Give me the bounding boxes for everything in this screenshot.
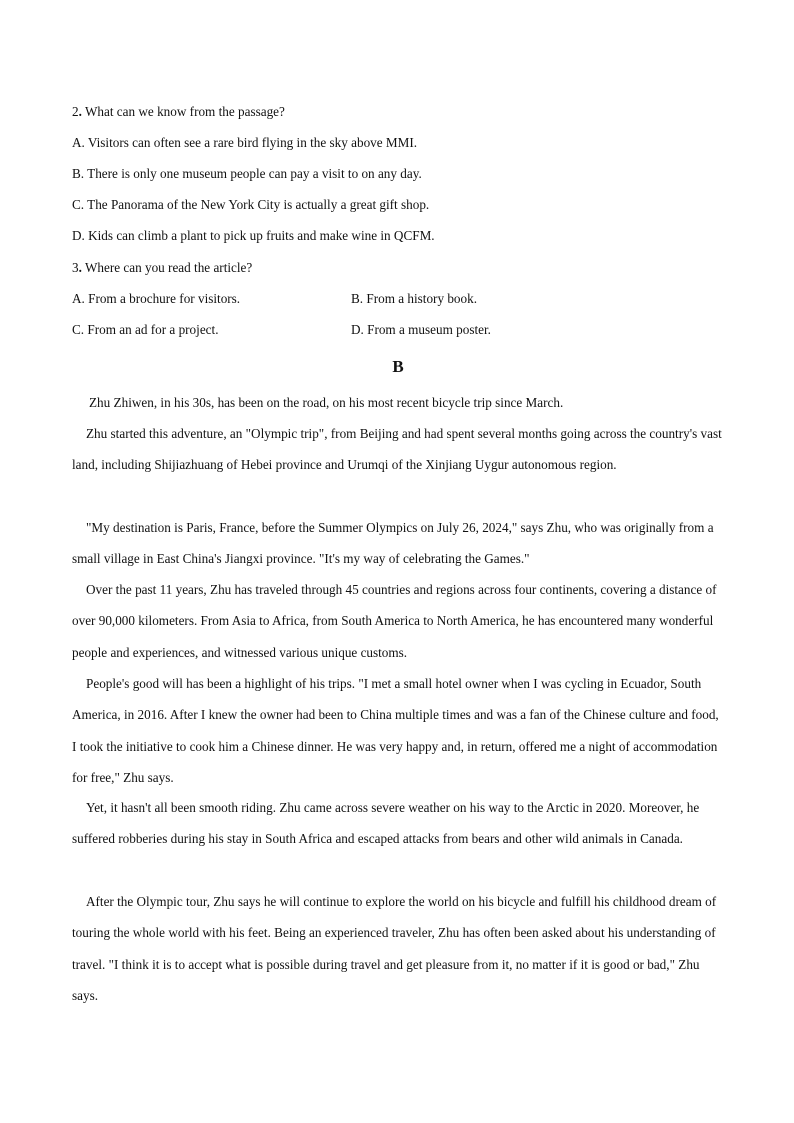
question-3-option-d: D. From a museum poster. <box>351 322 491 337</box>
question-dot: . <box>78 104 82 119</box>
question-2-option-a: A. Visitors can often see a rare bird flying in the sky above MMI. <box>72 135 418 150</box>
question-dot: . <box>78 260 82 275</box>
passage-paragraph-5: People's good will has been a highlight of his trips. "I met a small hotel owner when I was cycling in Ecuador, South America, in 2016. After I knew the owner had been to China multiple times and was a fan of the Chinese culture and food, I took the initiative to cook him a Chinese dinner. He was very happy and, in return, offered me a night of accommodation for free," Zhu says. <box>72 676 719 785</box>
question-2-stem <box>72 103 285 121</box>
passage-paragraph-7: After the Olympic tour, Zhu says he will continue to explore the world on his bicycle and fulfill his childhood dream of touring the whole world with his feet. Being an experienced traveler, Zhu has often been asked about his understanding of travel. "I think it is to accept what is possible during travel and get pleasure from it, no matter if it is good or bad," Zhu says. <box>72 894 717 1003</box>
question-3-option-a: A. From a brochure for visitors. <box>72 291 241 306</box>
question-3-option-c: C. From an ad for a project. <box>72 322 219 337</box>
passage-paragraph-3: "My destination is Paris, France, before the Summer Olympics on July 26, 2024," says Zhu, who was originally from a small village in East China's Jiangxi province. "It's my way of celebrating the Games." <box>72 520 714 567</box>
question-number: 2 <box>72 104 79 119</box>
question-3-option-b: B. From a history book. <box>351 291 478 306</box>
passage-paragraph-2: Zhu started this adventure, an "Olympic trip", from Beijing and had spent several months going across the country's vast land, including Shijiazhuang of Hebei province and Urumqi of the Xinjiang Uygur autonomous region. <box>72 426 722 473</box>
question-3-stem <box>72 259 252 277</box>
passage-paragraph-4: Over the past 11 years, Zhu has traveled through 45 countries and regions across four continents, covering a distance of over 90,000 kilometers. From Asia to Africa, from South America to North America, he has encountered many wonderful people and experiences, and witnessed various unique customs. <box>72 582 717 660</box>
passage-paragraph-6: Yet, it hasn't all been smooth riding. Zhu came across severe weather on his way to the Arctic in 2020. Moreover, he suffered robberies during his stay in South Africa and escaped attacks from bears and other wild animals in Canada. <box>72 800 700 847</box>
question-text: Where can you read the article? <box>81 260 253 275</box>
passage-paragraph-1: Zhu Zhiwen, in his 30s, has been on the road, on his most recent bicycle trip since March. <box>89 395 564 410</box>
section-heading: B <box>392 357 404 376</box>
question-2-option-c: C. The Panorama of the New York City is actually a great gift shop. <box>72 197 430 212</box>
question-2-option-b: B. There is only one museum people can pay a visit to on any day. <box>72 166 422 181</box>
question-number: 3 <box>72 260 79 275</box>
question-text: What can we know from the passage? <box>81 104 285 119</box>
question-2-option-d: D. Kids can climb a plant to pick up fruits and make wine in QCFM. <box>72 228 435 243</box>
